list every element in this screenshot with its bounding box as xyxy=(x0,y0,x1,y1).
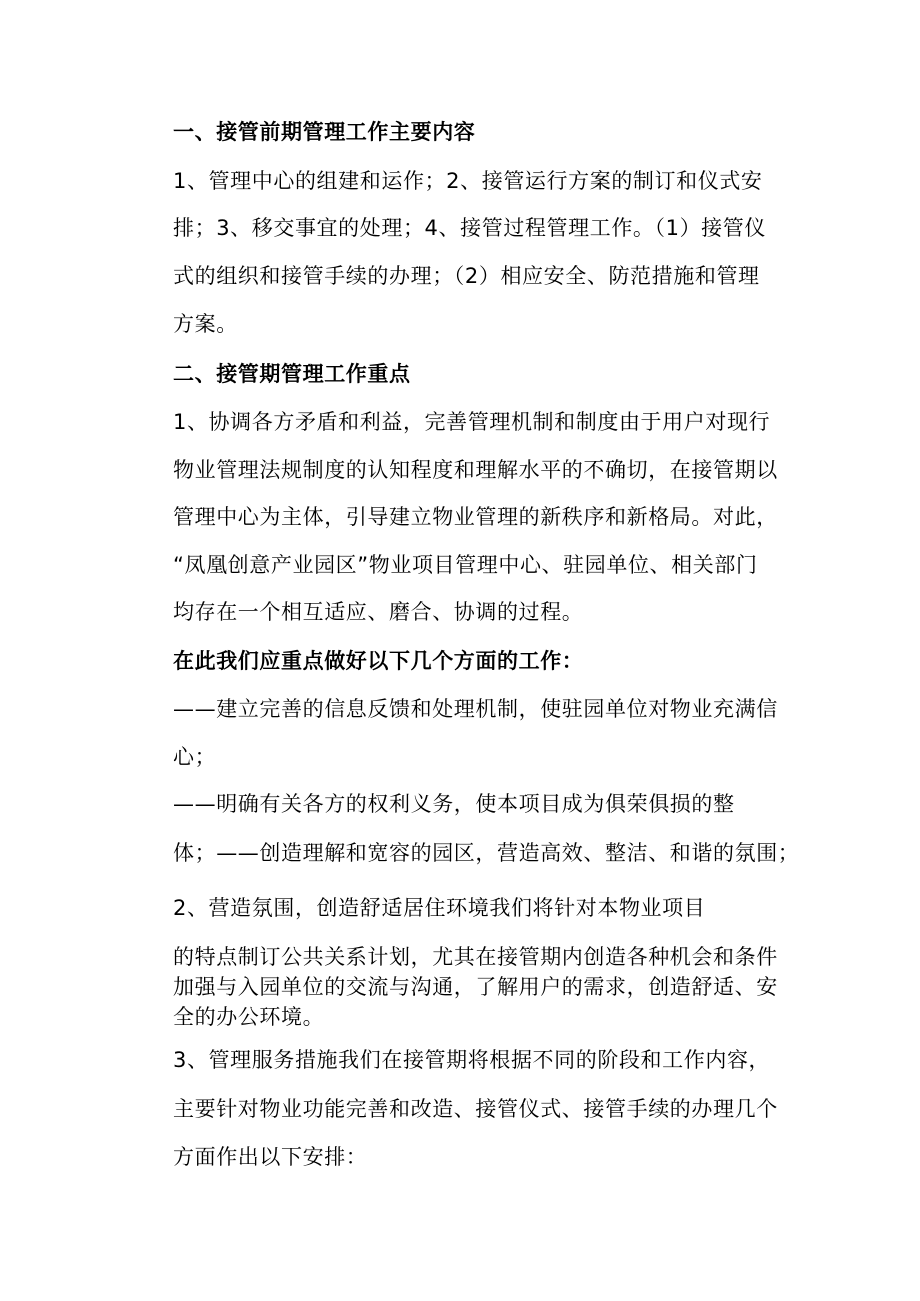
section-heading-2: 二、接管期管理工作重点 xyxy=(173,362,411,386)
paragraph-line: 的特点制订公共关系计划，尤其在接管期内创造各种机会和条件 xyxy=(173,945,778,969)
bullet-line: ——建立完善的信息反馈和处理机制，使驻园单位对物业充满信 xyxy=(173,697,778,721)
subheading: 在此我们应重点做好以下几个方面的工作： xyxy=(173,649,584,673)
paragraph-line: 加强与入园单位的交流与沟通，了解用户的需求，创造舒适、安 xyxy=(173,975,778,999)
paragraph-line: 均存在一个相互适应、磨合、协调的过程。 xyxy=(173,600,584,624)
paragraph-line: 方案。 xyxy=(173,312,238,336)
paragraph-line: 1、协调各方矛盾和利益，完善管理机制和制度由于用户对现行 xyxy=(173,410,771,434)
paragraph-line: 主要针对物业功能完善和改造、接管仪式、接管手续的办理几个 xyxy=(173,1097,778,1121)
bullet-line: ——明确有关各方的权利义务，使本项目成为俱荣俱损的整 xyxy=(173,792,735,816)
paragraph-line: 全的办公环境。 xyxy=(173,1005,325,1029)
bullet-line: 心； xyxy=(173,745,217,769)
paragraph-line: 3、管理服务措施我们在接管期将根据不同的阶段和工作内容， xyxy=(173,1048,771,1072)
paragraph-line: 方面作出以下安排： xyxy=(173,1145,368,1169)
paragraph-line: 物业管理法规制度的认知程度和理解水平的不确切，在接管期以 xyxy=(173,458,778,482)
section-heading-1: 一、接管前期管理工作主要内容 xyxy=(173,120,476,144)
bullet-line: 体；——创造理解和宽容的园区，营造高效、整洁、和谐的氛围； xyxy=(173,841,800,865)
paragraph-line: 2、营造氛围，创造舒适居住环境我们将针对本物业项目 xyxy=(173,896,706,920)
paragraph-line: 式的组织和接管手续的办理；（2）相应安全、防范措施和管理 xyxy=(173,264,760,288)
paragraph-line: 1、管理中心的组建和运作；2、接管运行方案的制订和仪式安 xyxy=(173,169,763,193)
paragraph-line: 管理中心为主体，引导建立物业管理的新秩序和新格局。对此， xyxy=(173,505,778,529)
paragraph-line: 排；3、移交事宜的处理；4、接管过程管理工作。（1）接管仪 xyxy=(173,216,766,240)
paragraph-line: “凤凰创意产业园区”物业项目管理中心、驻园单位、相关部门 xyxy=(173,553,758,577)
